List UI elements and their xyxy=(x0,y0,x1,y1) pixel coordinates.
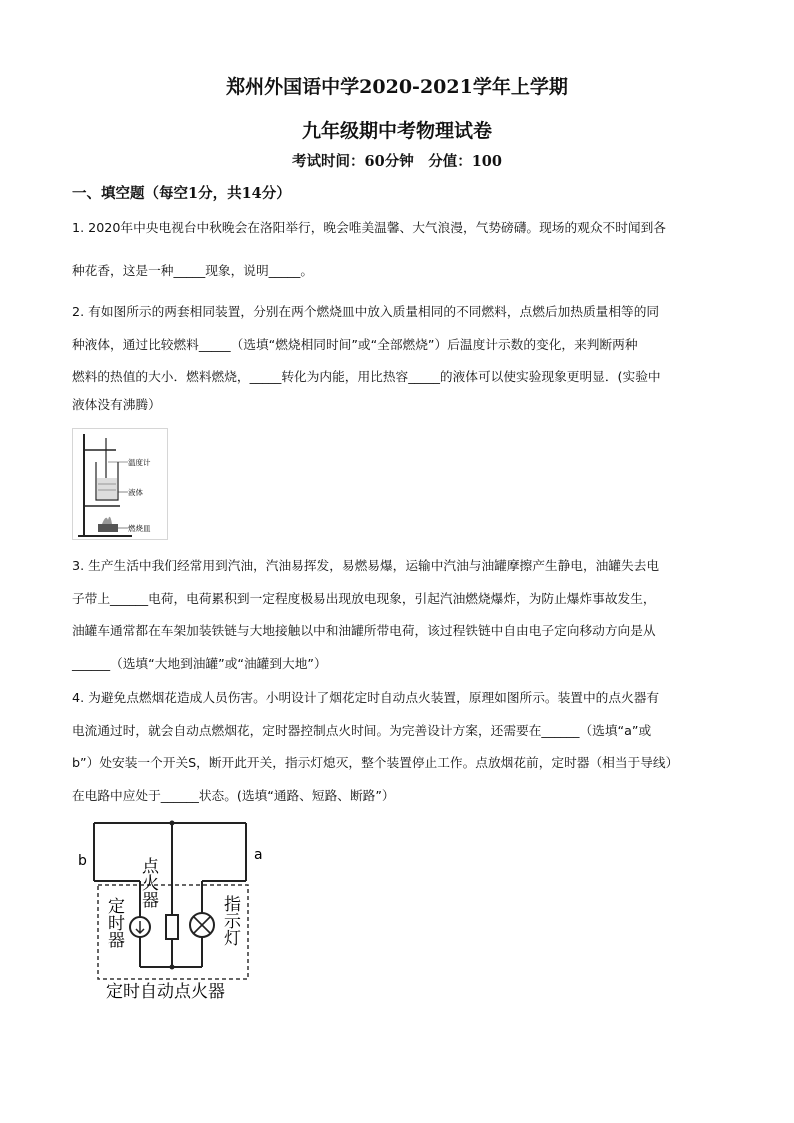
question-line: 4. 为避免点燃烟花造成人员伤害。小明设计了烟花定时自动点火装置，原理如图所示。装置中的点火器有 xyxy=(72,690,660,705)
question-line: 2. 有如图所示的两套相同装置，分别在两个燃烧皿中放入质量相同的不同燃料，点燃后加热质量相等的同 xyxy=(72,304,660,319)
question-3 xyxy=(72,550,722,680)
school-line: 郑州外国语中学2020-2021学年上学期 xyxy=(226,76,568,98)
indicator-label: 指示灯 xyxy=(220,895,240,946)
question-line: 液体没有沸腾） xyxy=(72,396,161,412)
heating-apparatus-figure xyxy=(72,428,168,540)
question-1 xyxy=(72,212,722,287)
thermometer-label: 温度计 xyxy=(128,458,151,467)
igniter-resistor xyxy=(166,915,178,939)
question-line: 油罐车通常都在车架加装铁链与大地接触以中和油罐所带电荷，该过程铁链中自由电子定向移动方向是从 xyxy=(72,623,656,638)
liquid-label: 液体 xyxy=(128,488,143,497)
device-caption: 定时自动点火器 xyxy=(106,982,225,1002)
question-line: 种液体，通过比较燃料_____（选填“燃烧相同时间”或“全部燃烧”）后温度计示数的变化，来判断两种 xyxy=(72,336,638,352)
igniter-circuit-figure xyxy=(72,815,282,1005)
timer-label: 定时器 xyxy=(104,897,124,948)
question-line: 燃料的热值的大小．燃料燃烧，_____转化为内能，用比热容_____的液体可以使实验现象更明显．(实验中 xyxy=(72,369,661,384)
terminal-b-label: b xyxy=(78,853,87,869)
question-4 xyxy=(72,682,722,812)
question-2 xyxy=(72,296,722,416)
question-line: b”）处安装一个开关S，断开此开关，指示灯熄灭，整个装置停止工作。点放烟花前，定时器（相当于导线） xyxy=(72,755,679,770)
question-line: ______（选填“大地到油罐”或“油罐到大地”） xyxy=(72,655,327,671)
section-title: 一、填空题（每空1分，共14分） xyxy=(72,185,291,202)
question-line: 子带上______电荷，电荷累积到一定程度极易出现放电现象，引起汽油燃烧爆炸，为防止爆炸事故发生， xyxy=(72,590,656,606)
terminal-a-label: a xyxy=(254,847,263,863)
exam-info: 考试时间：60分钟 分值：100 xyxy=(292,153,502,170)
question-line: 在电路中应处于______状态。(选填“通路、短路、断路”） xyxy=(72,787,395,803)
question-line: 1. 2020年中央电视台中秋晚会在洛阳举行，晚会唯美温馨、大气浪漫，气势磅礴。现场的观众不时闻到各 xyxy=(72,220,666,235)
question-line: 电流通过时，就会自动点燃烟花，定时器控制点火时间。为完善设计方案，还需要在______（选填“a”或 xyxy=(72,722,652,738)
igniter-label: 点火器 xyxy=(138,857,158,908)
exam-title: 九年级期中考物理试卷 xyxy=(301,120,492,142)
question-line: 3. 生产生活中我们经常用到汽油，汽油易挥发，易燃易爆，运输中汽油与油罐摩擦产生静电，油罐失去电 xyxy=(72,558,660,573)
burner-label: 燃烧皿 xyxy=(128,524,151,533)
question-line: 种花香，这是一种_____现象，说明_____。 xyxy=(72,262,314,278)
